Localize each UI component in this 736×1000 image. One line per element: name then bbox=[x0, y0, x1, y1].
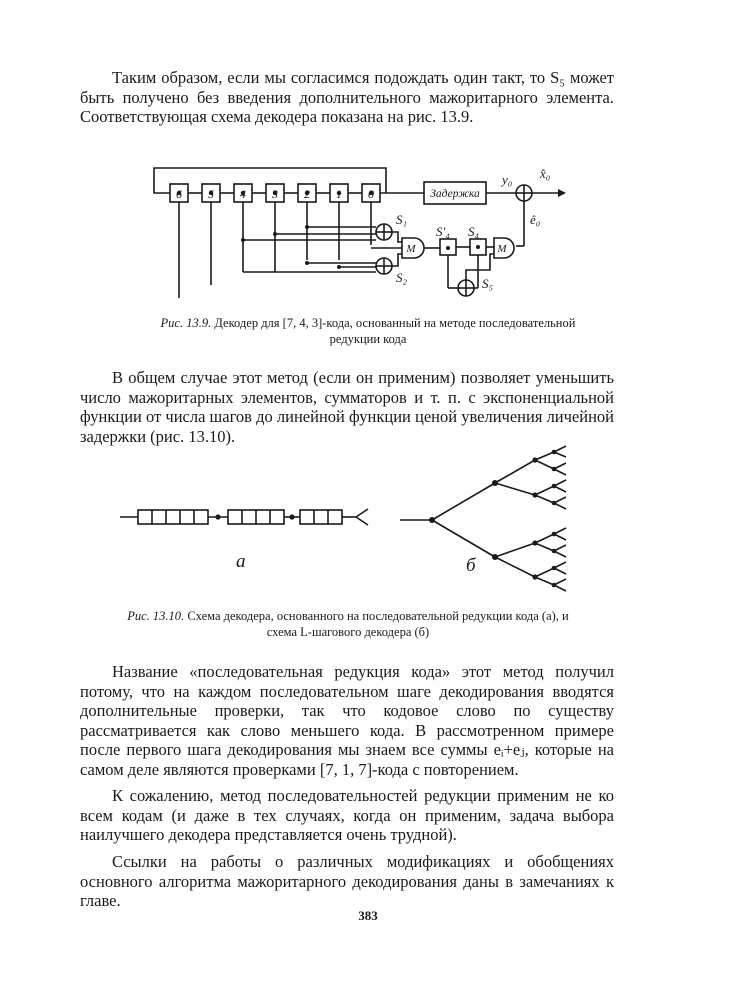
paragraph-3: Название «последовательная редукция кода» этот метод получил потому, что на каждом последовательном шаге декодирования вводятся дополнительные проверки, так что кодовое слово по существу рассматривается как слово меньшего кода. В рассмотренном примере после первого шага декодирования мы знаем все суммы eᵢ+eⱼ, которые на самом деле являются проверками [7, 1, 7]-кода с повторением. bbox=[80, 662, 614, 779]
signal-y0-label: y₀ bbox=[502, 172, 513, 187]
paragraph-1: Таким образом, если мы согласимся подождать один такт, то S₅ может быть получено без введения дополнительного мажоритарного элемента. Соответствующая схема декодера показана на рис. 13.9. bbox=[80, 68, 614, 127]
figure-13-9-decoder-diagram bbox=[140, 160, 580, 310]
paragraph-4: К сожалению, метод последовательностей редукции применим не ко всем кодам (и даже в тех случаях, когда он применим, задача выбора наилучшего декодера представляется очень трудной). bbox=[80, 786, 614, 845]
figure-13-10-b-tree bbox=[400, 446, 566, 591]
majority-1-label: M bbox=[406, 243, 416, 255]
signal-e0-hat-label: ê₀ bbox=[530, 212, 541, 227]
register-cell-0-label: 0 bbox=[368, 187, 374, 201]
figure-13-10-label-b: б bbox=[466, 555, 476, 576]
signal-s4-label: S₄ bbox=[468, 224, 480, 239]
signal-x0-hat-label: x̂₀ bbox=[540, 166, 551, 181]
figure-13-10-caption-text: Схема декодера, основанного на последовательной редукции кода (а), и схема L-шагового декодера (б) bbox=[187, 609, 569, 639]
signal-s2-label: S₂ bbox=[396, 270, 408, 285]
delay-block-label: Задержка bbox=[430, 188, 480, 200]
figure-13-10-a-chain bbox=[120, 509, 368, 525]
majority-2-label: M bbox=[497, 243, 507, 255]
paragraph-5: Ссылки на работы о различных модификациях и обобщениях основного алгоритма мажоритарного декодирования даны в замечаниях к главе. bbox=[80, 852, 614, 911]
figure-13-9-caption-number: Рис. 13.9. bbox=[160, 316, 212, 330]
page-number: 383 bbox=[358, 908, 378, 923]
figure-13-9-caption-text: Декодер для [7, 4, 3]-кода, основанный на методе последовательной редукции кода bbox=[214, 316, 576, 346]
signal-s1-label: S₁ bbox=[396, 212, 408, 227]
register-cell-6-label: 6 bbox=[176, 187, 182, 201]
register-cell-4-label: 4 bbox=[240, 187, 246, 201]
register-cell-2-label: 2 bbox=[304, 187, 310, 201]
figure-13-10-caption-number: Рис. 13.10. bbox=[127, 609, 185, 623]
register-cell-1-label: 1 bbox=[336, 187, 342, 201]
signal-s4-prime-label: S′₄ bbox=[436, 224, 450, 239]
figure-13-9-caption bbox=[140, 316, 596, 347]
figure-13-10-label-a: а bbox=[236, 551, 246, 572]
paragraph-2: В общем случае этот метод (если он применим) позволяет уменьшить число мажоритарных элементов, сумматоров и т. п. с экспоненциальной функции от числа шагов до линейной функции ценой увеличения личейной задержки (рис. 13.10). bbox=[80, 368, 614, 446]
figure-13-10-diagram bbox=[110, 445, 590, 600]
register-cell-5-label: 5 bbox=[208, 187, 214, 201]
figure-13-10-caption bbox=[118, 609, 578, 640]
signal-s5-label: S₅ bbox=[482, 276, 494, 291]
register-cell-3-label: 3 bbox=[272, 187, 278, 201]
